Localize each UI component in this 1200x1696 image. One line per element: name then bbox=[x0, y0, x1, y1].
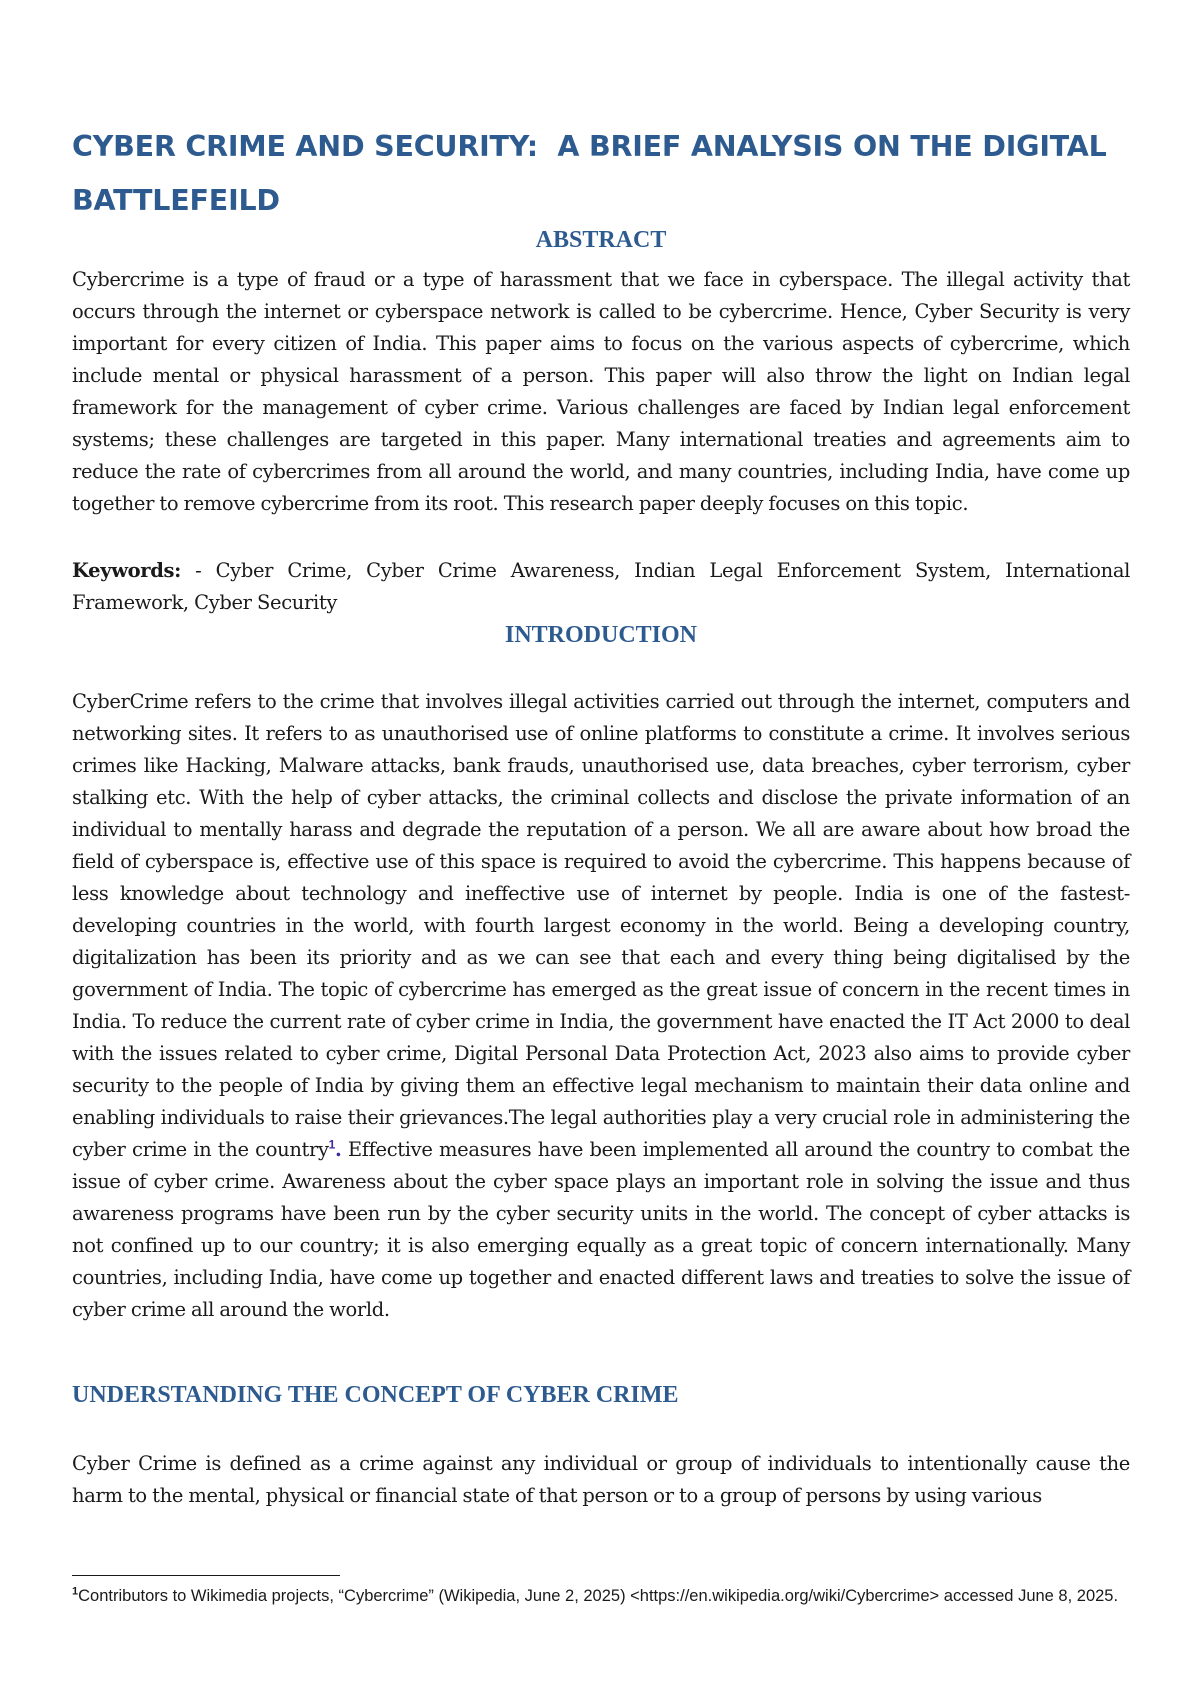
footnote-text: Contributors to Wikimedia projects, “Cybercrime” (Wikipedia, June 2, 2025) <https://en.wikipedia.org/wiki/Cybercrime> accessed June 8, 2025. bbox=[78, 1587, 1119, 1605]
document-page bbox=[72, 0, 1130, 1696]
footnote-marker: 1 bbox=[72, 1585, 79, 1598]
understanding-heading: UNDERSTANDING THE CONCEPT OF CYBER CRIME bbox=[72, 1382, 679, 1408]
paper-title: CYBER CRIME AND SECURITY: A BRIEF ANALYSIS ON THE DIGITAL BATTLEFEILD bbox=[72, 130, 1117, 217]
introduction-text-part1: CyberCrime refers to the crime that involves illegal activities carried out through the internet, computers and networking sites. It refers to as unauthorised use of online platforms to constitute a crime. It involves serious crimes like Hacking, Malware attacks, bank frauds, unauthorised use, data breaches, cyber terrorism, cyber stalking etc. With the help of cyber attacks, the criminal collects and disclose the private information of an individual to mentally harass and degrade the reputation of a person. We all are aware about how broad the field of cyberspace is, effective use of this space is required to avoid the cybercrime. This happens because of less knowledge about technology and ineffective use of internet by people. India is one of the fastest-developing countries in the world, with fourth largest economy in the world. Being a developing country, digitalization has been its priority and as we can see that each and every thing being digitalised by the government of India. The topic of cybercrime has emerged as the great issue of concern in the recent times in India. To reduce the current rate of cyber crime in India, the government have enacted the IT Act 2000 to deal with the issues related to cyber crime, Digital Personal Data Protection Act, 2023 also aims to provide cyber security to the people of India by giving them an effective legal mechanism to maintain their data online and enabling individuals to raise their grievances.The legal authorities play a very crucial role in administering the cyber crime in the country bbox=[72, 690, 1130, 1161]
keywords-paragraph bbox=[72, 555, 1130, 619]
keywords-label: Keywords: bbox=[72, 559, 181, 582]
understanding-paragraph: Cyber Crime is defined as a crime against any individual or group of individuals to intentionally cause the harm to the mental, physical or financial state of that person or to a group of persons by using various bbox=[72, 1452, 1130, 1507]
abstract-heading: ABSTRACT bbox=[535, 227, 667, 253]
introduction-paragraph bbox=[72, 686, 1130, 1326]
footnote-reference[interactable]: 1 bbox=[328, 1137, 335, 1152]
footnote-separator bbox=[72, 1575, 340, 1576]
introduction-text-part2: Effective measures have been implemented all around the country to combat the issue of cyber crime. Awareness about the cyber space plays an important role in solving the issue and thus awareness programs have been run by the cyber security units in the world. The concept of cyber attacks is not confined up to our country; it is also emerging equally as a great topic of concern internationally. Many countries, including India, have come up together and enacted different laws and treaties to solve the issue of cyber crime all around the world. bbox=[72, 1138, 1130, 1321]
footnote-reference-punct: . bbox=[334, 1138, 342, 1161]
keywords-text: - Cyber Crime, Cyber Crime Awareness, Indian Legal Enforcement System, International Framework, Cyber Security bbox=[72, 559, 1130, 614]
introduction-heading: INTRODUCTION bbox=[504, 622, 698, 648]
footnote bbox=[72, 1584, 1130, 1608]
abstract-paragraph: Cybercrime is a type of fraud or a type of harassment that we face in cyberspace. The illegal activity that occurs through the internet or cyberspace network is called to be cybercrime. Hence, Cyber Security is very important for every citizen of India. This paper aims to focus on the various aspects of cybercrime, which include mental or physical harassment of a person. This paper will also throw the light on Indian legal framework for the management of cyber crime. Various challenges are faced by Indian legal enforcement systems; these challenges are targeted in this paper. Many international treaties and agreements aim to reduce the rate of cybercrimes from all around the world, and many countries, including India, have come up together to remove cybercrime from its root. This research paper deeply focuses on this topic. bbox=[72, 268, 1130, 515]
